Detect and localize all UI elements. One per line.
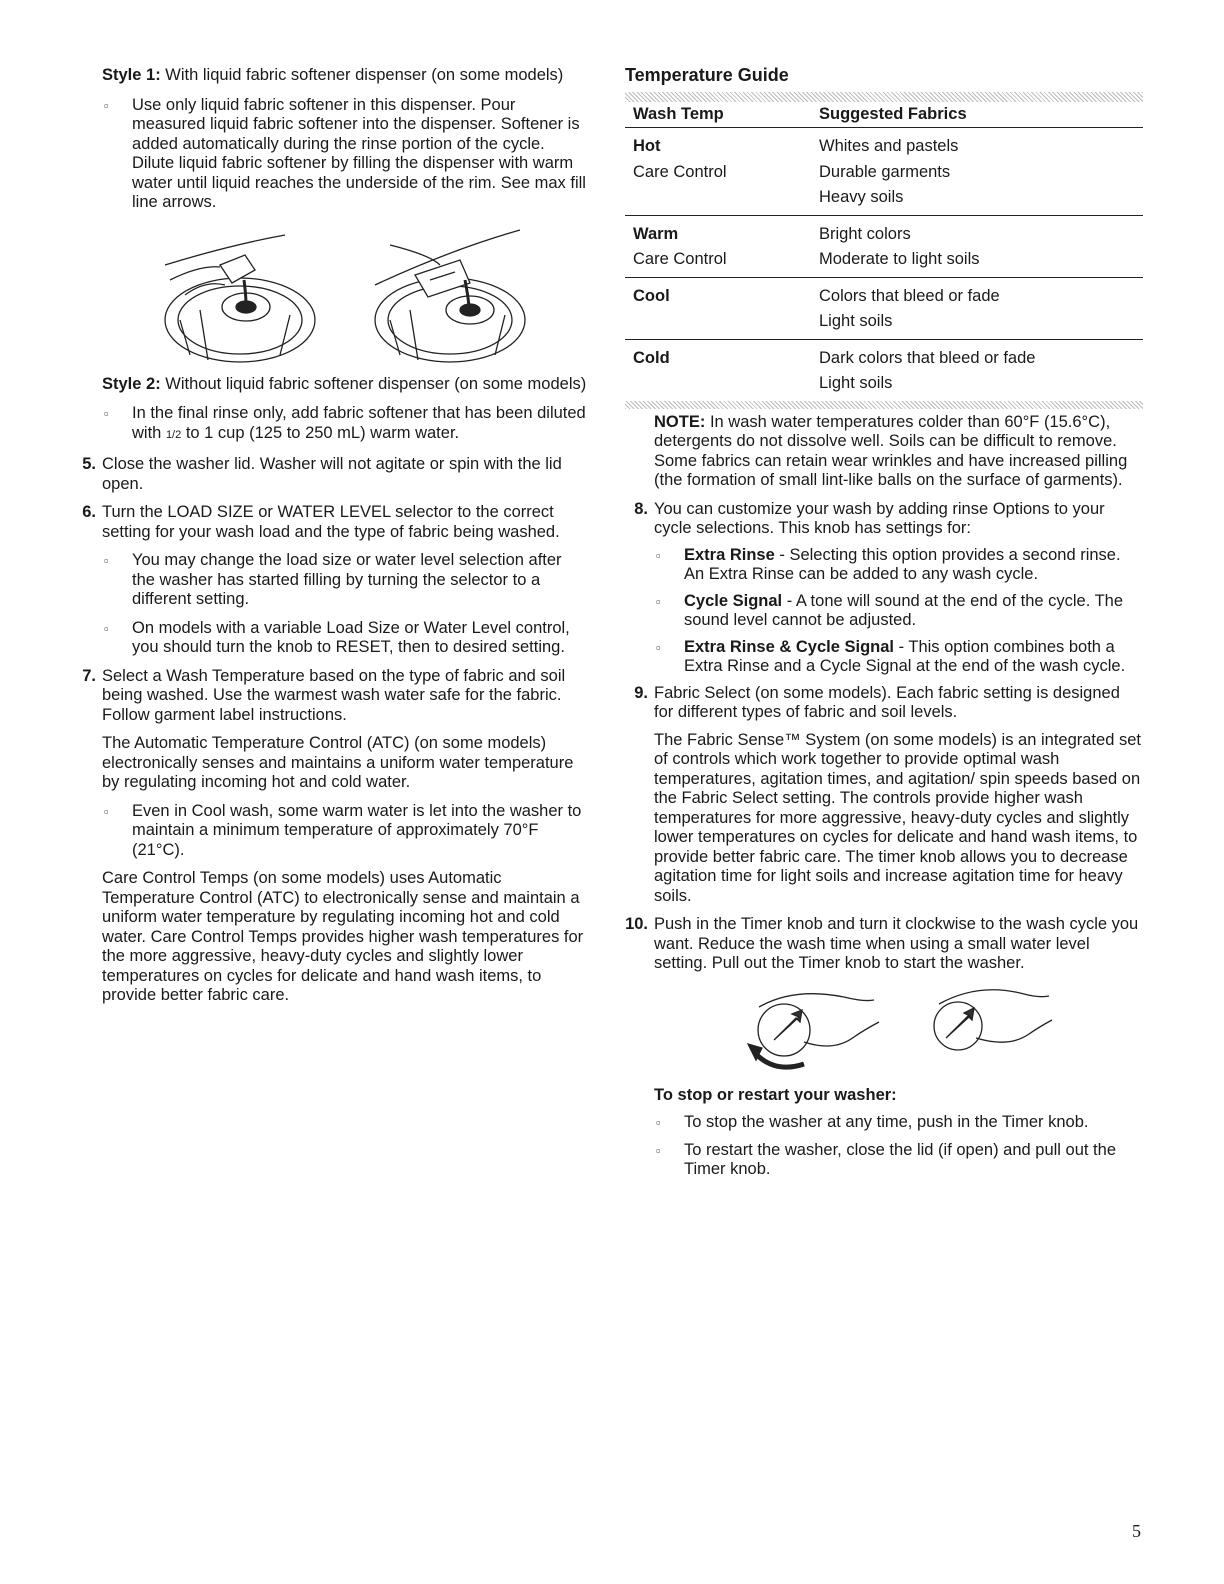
wash-temp-sub-cell: Care Control: [633, 162, 727, 181]
step-8-text: You can customize your wash by adding rinse Options to your cycle selections. This knob has settings for:: [654, 499, 1105, 537]
step-7-number: 7.: [82, 666, 96, 685]
step-6-text: Turn the LOAD SIZE or WATER LEVEL selector to the correct setting for your wash load and the type of fabric being washed.: [102, 503, 560, 541]
suggested-fabric-cell: Whites and pastels: [819, 137, 959, 155]
table-row: [625, 247, 1143, 277]
step-6-number: 6.: [82, 503, 96, 521]
table-row: [625, 277, 1143, 309]
col-header-wash-temp: Wash Temp: [633, 104, 724, 123]
style1-label: Style 1:: [102, 66, 161, 84]
page-number: 5: [1132, 1521, 1141, 1541]
step-9-fabric-sense-paragraph: The Fabric Sense™ System (on some models) is an integrated set of controls which work together to provide optimal wash temperatures, agitation times, and agitation/ spin speeds based on the Fabric Select setting. The controls provide higher wash temperatures for more aggressive, heavy-duty cycles and slightly lower temperatures on cycles for delicate and hand wash items, to provide better fabric care. The timer knob allows you to decrease agitation time for light soils and increase agitation time for heavy soils.: [654, 730, 1141, 905]
step-10: [625, 915, 1143, 974]
style2-fraction: 1/2: [165, 428, 182, 441]
timer-knob-illustrations: [654, 982, 1143, 1078]
suggested-fabric-cell: Dark colors that bleed or fade: [819, 348, 1036, 367]
table-top-shade: [625, 92, 1143, 102]
note-label: NOTE:: [654, 412, 706, 431]
step-6-bullet-2: ▫ On models with a variable Load Size or Water Level control, you should turn the knob to RESET, then to desired setting.: [102, 619, 588, 658]
table-row: [625, 339, 1143, 371]
style1-paragraph: [102, 66, 588, 86]
wash-temp-cell: Warm: [633, 224, 679, 243]
wash-temp-cell: Cold: [633, 348, 670, 367]
pull-knob-illustration: [924, 982, 1054, 1078]
suggested-fabric-cell: Bright colors: [819, 224, 911, 243]
step-7-atc-paragraph: The Automatic Temperature Control (ATC) (on some models) electronically senses and maintains a uniform water temperature by regulating incoming hot and cold water.: [102, 734, 574, 791]
extra-rinse-cycle-signal-text: - This option combines both a Extra Rinse and a Cycle Signal at the end of the wash cycle.: [684, 637, 1126, 675]
style2-text: Without liquid fabric softener dispenser (on some models): [165, 374, 587, 393]
step-7: [82, 666, 588, 726]
style1-bullet: ▫ Use only liquid fabric softener in this dispenser. Pour measured liquid fabric softener into the dispenser. Softener is added automatically during the rinse portion of the cycle. Dilute liquid fabric softener by filling the dispenser with warm water until liquid reaches the underside of the rim. See max fill line arrows.: [102, 96, 588, 213]
softener-illustrations: [102, 225, 588, 365]
style2-bullet-post: to 1 cup (125 to 250 mL) warm water.: [181, 423, 460, 442]
wash-temp-cell: Cool: [633, 286, 670, 305]
stop-restart-heading: To stop or restart your washer:: [654, 1085, 897, 1104]
step-5: [82, 455, 588, 494]
note-text: In wash water temperatures colder than 60°F (15.6°C), detergents do not dissolve well. Soils can be difficult to remove. Some fabrics can retain wear wrinkles and have increased pilling (the formation of small lint-like balls on the surface of garments).: [654, 412, 1128, 489]
suggested-fabric-cell: Light soils: [819, 374, 893, 392]
style2-bullet: [102, 404, 588, 445]
table-row: [625, 371, 1143, 401]
style1-text: With liquid fabric softener dispenser (on some models): [165, 66, 564, 84]
step-7-text: Select a Wash Temperature based on the type of fabric and soil being washed. Use the warmest wash water safe for the fabric. Follow garment label instructions.: [102, 666, 566, 724]
step-8-bullet-cycle-signal: [654, 592, 1143, 631]
table-row: [625, 215, 1143, 247]
right-column: [625, 66, 1143, 1180]
empty-cell: [625, 185, 819, 215]
suggested-fabric-cell: Heavy soils: [819, 188, 904, 206]
style2-label: Style 2:: [102, 374, 161, 393]
table-row: [625, 160, 1143, 186]
extra-rinse-text: - Selecting this option provides a second rinse. An Extra Rinse can be added to any wash cycle.: [684, 545, 1121, 583]
step-9: [634, 683, 1143, 723]
suggested-fabric-cell: Light soils: [819, 312, 893, 330]
suggested-fabric-cell: Moderate to light soils: [819, 250, 980, 268]
table-row: [625, 309, 1143, 339]
table-body: [625, 128, 1143, 401]
step-6-bullet-1: ▫ You may change the load size or water level selection after the washer has started filling by turning the selector to a different setting.: [102, 551, 588, 610]
step-7-care-control-paragraph: Care Control Temps (on some models) uses Automatic Temperature Control (ATC) to electronically sense and maintain a uniform water temperature by regulating incoming hot and cold water. Care Control Temps provides higher wash temperatures for the more aggressive, heavy-duty cycles and slightly lower temperatures on cycles for delicate and hand wash items, to provide better fabric care.: [102, 869, 584, 1004]
stop-bullet: ▫ To stop the washer at any time, push in the Timer knob.: [654, 1113, 1143, 1133]
style2-paragraph: [102, 375, 588, 395]
step-6: [82, 503, 588, 542]
empty-cell: [625, 371, 819, 401]
restart-bullet: ▫ To restart the washer, close the lid (if open) and pull out the Timer knob.: [654, 1141, 1143, 1180]
cycle-signal-label: Cycle Signal: [684, 591, 783, 610]
cycle-signal-text: - A tone will sound at the end of the cycle. The sound level cannot be adjusted.: [684, 591, 1124, 629]
step-8-number: 8.: [634, 499, 648, 518]
temperature-guide-title: Temperature Guide: [625, 65, 789, 85]
suggested-fabric-cell: Colors that bleed or fade: [819, 286, 1000, 305]
step-10-text: Push in the Timer knob and turn it clockwise to the wash cycle you want. Reduce the wash time when using a small water level setting. Pull out the Timer knob to start the washer.: [654, 915, 1139, 972]
extra-rinse-label: Extra Rinse: [684, 545, 775, 564]
push-turn-knob-illustration: [744, 982, 884, 1078]
wash-temp-cell: Hot: [633, 137, 661, 155]
table-row: [625, 128, 1143, 160]
suggested-fabric-cell: Durable garments: [819, 162, 951, 181]
extra-rinse-cycle-signal-label: Extra Rinse & Cycle Signal: [684, 637, 894, 656]
step-8-bullet-both: [654, 638, 1143, 677]
step-9-text: Fabric Select (on some models). Each fabric setting is designed for different types of fabric and soil levels.: [654, 683, 1120, 721]
empty-cell: [625, 309, 819, 339]
table-row: [625, 185, 1143, 215]
note-paragraph: [654, 413, 1143, 491]
dispenser-pour-illustration: [160, 225, 320, 365]
step-10-number: 10.: [625, 915, 648, 933]
step-5-number: 5.: [82, 455, 96, 473]
step-8: [634, 499, 1143, 539]
col-header-suggested-fabrics: Suggested Fabrics: [819, 104, 967, 123]
style2-bullet-pre: In the final rinse only, add fabric softener that has been diluted with: [132, 404, 586, 442]
table-header-row: [625, 102, 1143, 128]
step-5-text: Close the washer lid. Washer will not agitate or spin with the lid open.: [102, 455, 562, 493]
wash-temp-sub-cell: Care Control: [633, 250, 727, 268]
table-bottom-shade: [625, 401, 1143, 409]
step-9-number: 9.: [634, 683, 648, 702]
step-8-bullet-extra-rinse: [654, 546, 1143, 585]
dispenser-cup-illustration: [370, 225, 530, 365]
step-7-bullet-1: ▫ Even in Cool wash, some warm water is let into the washer to maintain a minimum temperature of approximately 70°F (21°C).: [102, 802, 588, 861]
left-column: [82, 66, 588, 1006]
temperature-guide-table: [625, 102, 1143, 401]
